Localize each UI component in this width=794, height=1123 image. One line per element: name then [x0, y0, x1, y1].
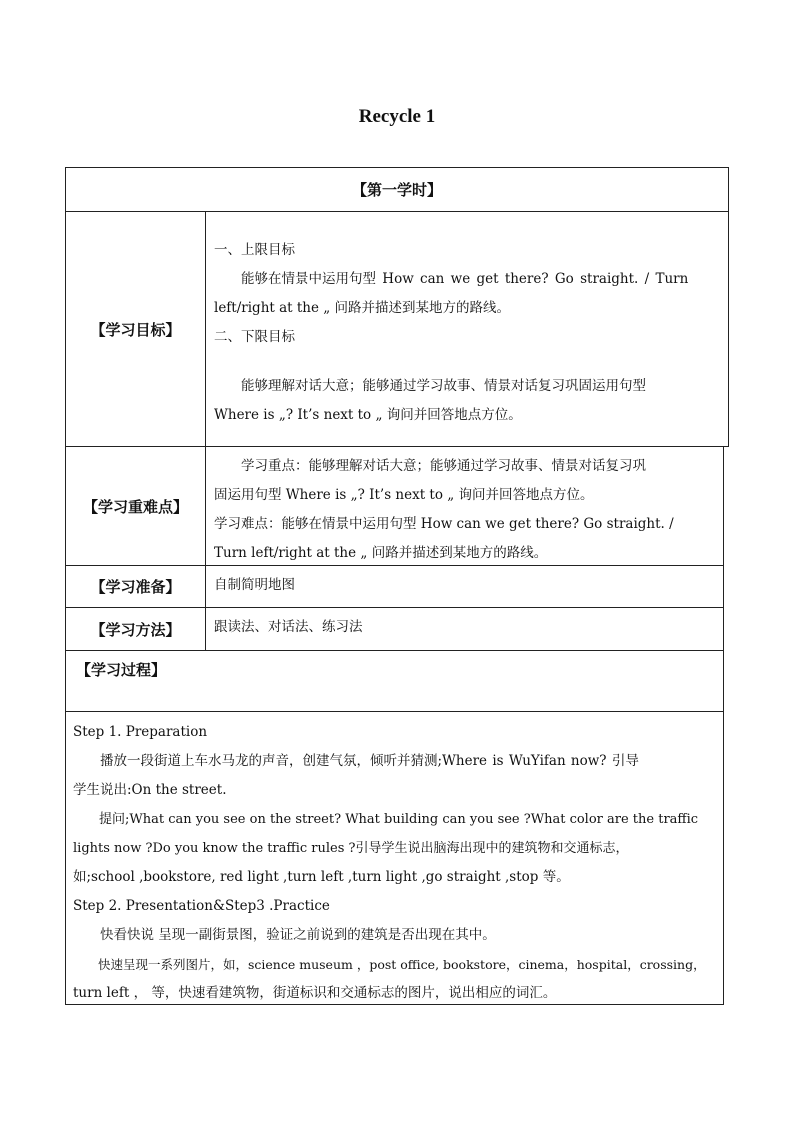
- methods-label-cell: [65, 607, 206, 651]
- key-points-content: [205, 446, 724, 566]
- lower-goal-line1: 能够理解对话大意；能够通过学习故事、情景对话复习巩固运用句型: [241, 378, 646, 394]
- difficulty-line2: Turn left/right at the „ 问路并描述到某地方的路线。: [214, 545, 548, 561]
- objectives-label: 【学习目标】: [90, 320, 181, 339]
- step1-heading: Step 1. Preparation: [73, 724, 208, 740]
- process-label: 【学习过程】: [76, 661, 167, 679]
- key-point-line1: 学习重点：能够理解对话大意；能够通过学习故事、情景对话复习巩: [241, 458, 646, 474]
- step1-line5: 如;school ,bookstore, red light ,turn left ,turn light ,go straight ,stop 等。: [73, 869, 570, 885]
- step2-heading: Step 2. Presentation&Step3 .Practice: [73, 898, 330, 914]
- process-header-cell: [65, 650, 724, 712]
- lesson-header-text: 【第一学时】: [351, 181, 442, 199]
- methods-label: 【学习方法】: [90, 620, 181, 639]
- difficulty-line1: 学习难点：能够在情景中运用句型 How can we get there? Go straight. /: [214, 516, 674, 532]
- upper-goal-line2: left/right at the „ 问路并描述到某地方的路线。: [214, 300, 511, 316]
- key-points-label-cell: [65, 446, 206, 566]
- step1-line1: 播放一段街道上车水马龙的声音，创建气氛，倾听并猜测;Where is WuYifan now? 引导: [100, 753, 639, 769]
- upper-goal-line1: 能够在情景中运用句型 How can we get there? Go straight. / Turn: [241, 271, 689, 287]
- step2-line3: turn left ， 等，快速看建筑物，街道标识和交通标志的图片，说出相应的词汇。: [73, 985, 557, 1001]
- step2-line2: 快速呈现一系列图片，如，science museum ，post office, bookstore，cinema，hospital，crossing，: [98, 957, 706, 972]
- step1-line3: 提问;What can you see on the street? What building can you see ?What color are the traffic: [99, 812, 699, 827]
- process-content: [65, 711, 724, 1005]
- lesson-header: [65, 167, 729, 212]
- step1-line4: lights now ?Do you know the traffic rules ?引导学生说出脑海出现中的建筑物和交通标志，: [73, 841, 629, 856]
- preparation-label: 【学习准备】: [90, 578, 181, 596]
- key-point-line2: 固运用句型 Where is „? It’s next to „ 询问并回答地点方位。: [214, 487, 594, 503]
- objectives-label-cell: [65, 211, 206, 447]
- preparation-content: [205, 565, 724, 608]
- key-points-label: 【学习重难点】: [82, 497, 188, 516]
- step1-line2: 学生说出:On the street.: [73, 782, 227, 798]
- upper-goal-heading: 一、上限目标: [214, 242, 295, 258]
- methods-content: [205, 607, 724, 651]
- document-title: Recycle 1: [358, 106, 436, 127]
- preparation-label-cell: [65, 565, 206, 608]
- lower-goal-heading: 二、下限目标: [214, 329, 295, 345]
- methods-value: 跟读法、对话法、练习法: [214, 619, 363, 635]
- preparation-value: 自制简明地图: [214, 577, 295, 593]
- step2-line1: 快看快说 呈现一副街景图，验证之前说到的建筑是否出现在其中。: [100, 927, 496, 943]
- objectives-content: [205, 211, 729, 447]
- lower-goal-line2: Where is „? It’s next to „ 询问并回答地点方位。: [214, 407, 522, 423]
